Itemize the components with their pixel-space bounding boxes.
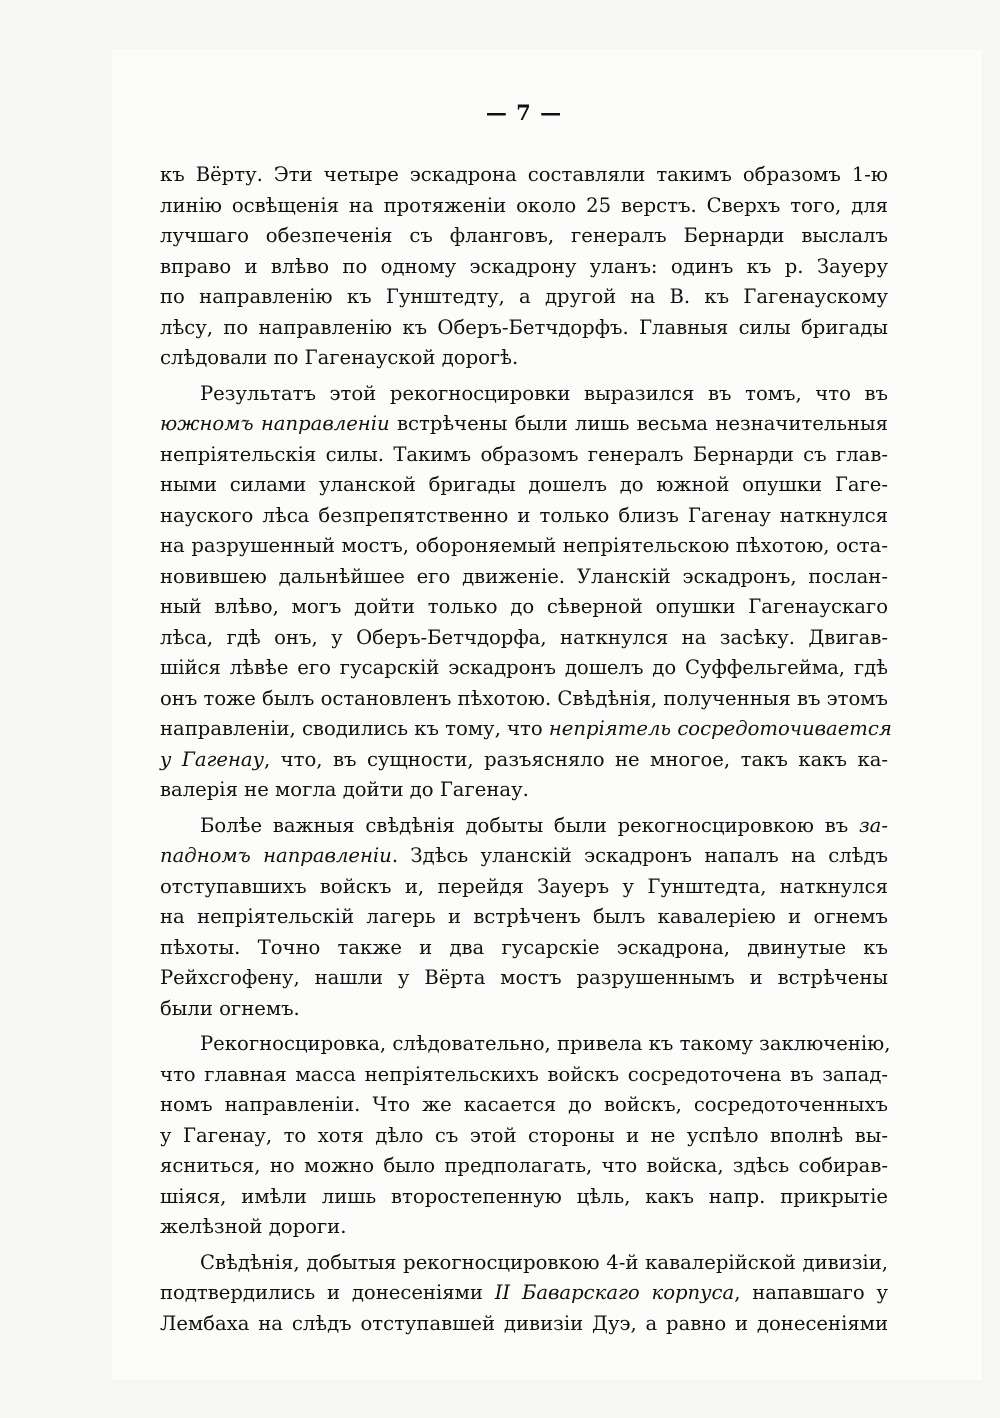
text-line (160, 379, 888, 410)
text-run: , напавшаго у (734, 1281, 888, 1304)
italic-text: непріятель сосредоточивается (548, 717, 892, 740)
text-run: Результатъ этой рекогносцировки выразился въ томъ, что въ (200, 381, 888, 405)
text-run: онъ тоже былъ остановленъ пѣхотою. Свѣдѣнія, полученныя въ этомъ (160, 686, 889, 710)
text-run: ясниться, но можно было предполагать, что войска, здѣсь собирав- (160, 1154, 888, 1177)
text-line (160, 1182, 888, 1213)
text-line (160, 933, 888, 964)
paragraph (160, 379, 892, 806)
text-line (160, 684, 888, 715)
italic-text: II Баварскаго корпуса (494, 1281, 735, 1304)
text-run: шійся лѣвѣе его гусарскій эскадронъ дошелъ до Суффельгейма, гдѣ (160, 656, 888, 679)
text-line (160, 811, 888, 842)
text-line (160, 562, 888, 593)
text-line (160, 1029, 891, 1060)
text-run: слѣдовали по Гагенауской дорогѣ. (160, 346, 519, 369)
text-line (160, 592, 888, 623)
text-run: лучшаго обезпеченія съ фланговъ, генералъ Бернарди выслалъ (160, 224, 888, 247)
italic-text: у Гагенау (160, 747, 264, 771)
text-line (160, 1060, 888, 1091)
text-run: Болѣе важныя свѣдѣнія добыты были рекогносцировкою въ (200, 813, 859, 837)
text-run: шіяся, имѣли лишь второстепенную цѣль, какъ напр. прикрытіе (160, 1184, 888, 1208)
text-line (160, 221, 888, 252)
text-run: Свѣдѣнія, добытыя рекогносцировкою 4-й кавалерійской дивизіи, (200, 1250, 888, 1274)
text-run: новившею дальнѣйшее его движеніе. Уланскій эскадронъ, послан- (160, 564, 888, 588)
text-run: номъ направленіи. Что же касается до войскъ, сосредоточенныхъ (160, 1093, 888, 1116)
text-run: ный влѣво, могъ дойти только до сѣверной опушки Гагенаускаго (160, 595, 888, 618)
text-line (160, 963, 888, 994)
text-line (160, 501, 888, 532)
text-run: пѣхоты. Точно также и два гусарскіе эскадрона, двинутые къ (160, 935, 888, 959)
text-line (160, 440, 888, 471)
text-run: валерія не могла дойти до Гагенау. (160, 778, 529, 801)
text-line (160, 282, 888, 313)
text-line (160, 775, 888, 806)
text-run: отступавшихъ войскъ и, перейдя Зауеръ у Гунштедта, наткнулся (160, 874, 888, 898)
paragraph (160, 1029, 891, 1243)
text-line (160, 994, 888, 1025)
text-run: Рейхсгофену, нашли у Вёрта мостъ разрушеннымъ и встрѣчены (160, 966, 888, 989)
italic-text: падномъ направленіи (160, 844, 392, 867)
paragraph (160, 160, 888, 374)
text-line (160, 902, 888, 933)
text-run: желѣзной дороги. (160, 1215, 347, 1238)
text-run: Лембаха на слѣдъ отступавшей дивизіи Дуэ, а равно и донесеніями (160, 1311, 888, 1335)
text-run: на непріятельскій лагерь и встрѣченъ былъ кавалеріею и огнемъ (160, 905, 888, 928)
text-run: направленіи, сводились къ тому, что (160, 717, 549, 740)
text-line (160, 343, 888, 374)
text-run: къ Вёрту. Эти четыре эскадрона составляли такимъ образомъ 1-ю (160, 163, 888, 186)
text-run: были огнемъ. (160, 996, 300, 1020)
text-line (160, 313, 888, 344)
text-line (160, 745, 888, 776)
text-run: встрѣчены были лишь весьма незначительныя (389, 412, 888, 435)
text-line (160, 531, 888, 562)
text-line (160, 191, 888, 222)
text-line (160, 160, 888, 191)
page-number: — 7 — (485, 100, 563, 125)
text-run: , что, въ сущности, разъясняло не многое, такъ какъ ка- (263, 747, 888, 771)
text-run: по направленію къ Гунштедту, а другой на В. къ Гагенаускому (160, 285, 888, 308)
text-run: вправо и влѣво по одному эскадрону уланъ: одинъ къ р. Зауеру (160, 254, 888, 278)
text-run: что главная масса непріятельскихъ войскъ сосредоточена въ запад- (160, 1062, 888, 1086)
italic-text: за- (859, 813, 888, 837)
text-run: науского лѣса безпрепятственно и только близъ Гагенау наткнулся (160, 503, 888, 527)
text-line (160, 409, 888, 440)
text-line (160, 252, 888, 283)
text-run: линію освѣщенія на протяженіи около 25 верстъ. Сверхъ того, для (160, 193, 888, 217)
text-line (160, 714, 892, 745)
text-run: непріятельскія силы. Такимъ образомъ генералъ Бернарди съ глав- (160, 442, 888, 466)
text-line (160, 1248, 888, 1279)
text-line (160, 872, 888, 903)
body-text (160, 160, 892, 1339)
text-run: у Гагенау, то хотя дѣло съ этой стороны и не успѣло вполнѣ вы- (160, 1123, 888, 1147)
text-run: . Здѣсь уланскій эскадронъ напалъ на слѣдъ (391, 844, 889, 867)
text-line (160, 1090, 888, 1121)
text-run: Рекогносцировка, слѣдовательно, привела къ такому заключенію, (200, 1032, 891, 1055)
italic-text: южномъ направленіи (160, 412, 390, 435)
text-line (160, 653, 888, 684)
text-run: на разрушенный мостъ, обороняемый непріятельскою пѣхотою, оста- (160, 534, 888, 557)
text-run: лѣсу, по направленію къ Оберъ-Бетчдорфъ. Главныя силы бригады (160, 315, 888, 339)
text-line (160, 470, 888, 501)
text-line (160, 1212, 888, 1243)
text-line (160, 623, 888, 654)
paragraph (160, 811, 888, 1025)
paragraph (160, 1248, 888, 1340)
text-line (160, 1121, 888, 1152)
text-run: подтвердились и донесеніями (160, 1281, 495, 1304)
text-run: лѣса, гдѣ онъ, у Оберъ-Бетчдорфа, наткнулся на засѣку. Двигав- (160, 625, 888, 649)
text-line (160, 1309, 888, 1340)
text-line (160, 841, 888, 872)
text-line (160, 1278, 888, 1309)
text-run: ными силами уланской бригады дошелъ до южной опушки Гаге- (160, 473, 888, 496)
text-line (160, 1151, 888, 1182)
